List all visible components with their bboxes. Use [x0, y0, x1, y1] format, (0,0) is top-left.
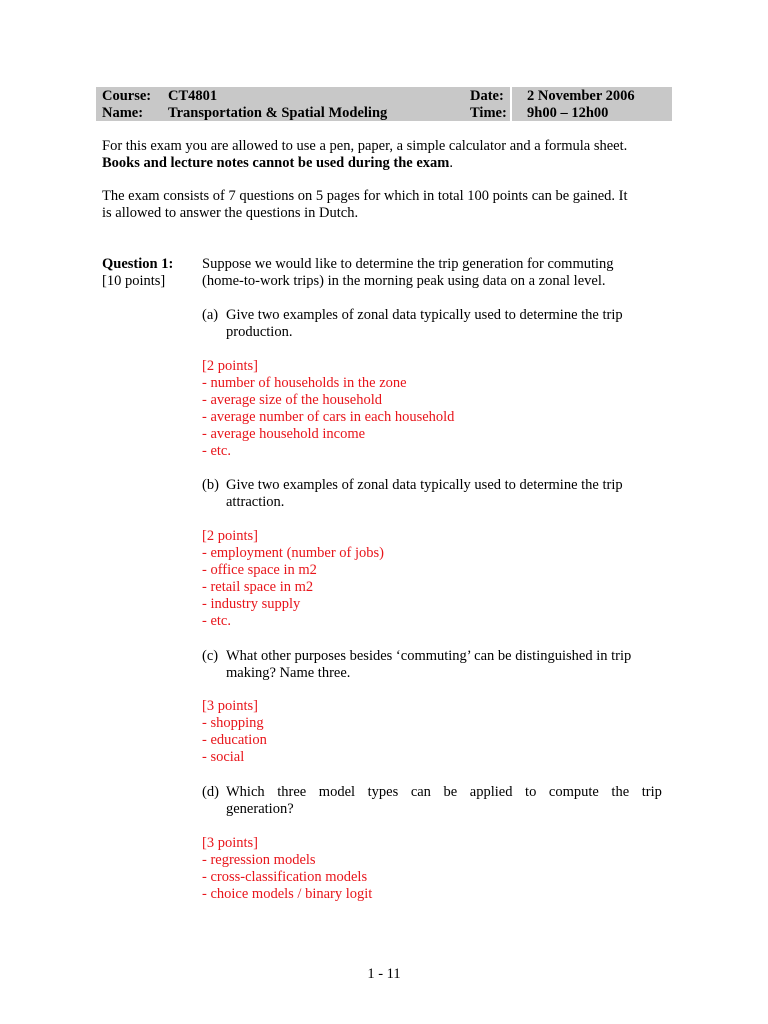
part-d-word: model [318, 784, 356, 800]
part-d-word: trip [641, 784, 662, 800]
date-value: 2 November 2006 [527, 88, 635, 104]
part-d-answer-points: [3 points] [202, 835, 258, 851]
part-b-line-2: attraction. [226, 494, 285, 510]
part-a-letter: (a) [202, 307, 219, 323]
part-a-answer-item: - average household income [202, 426, 366, 442]
course-value: CT4801 [168, 88, 218, 104]
part-c-answer-item: - shopping [202, 715, 264, 731]
part-b-line-1: Give two examples of zonal data typically used to determine the trip [226, 477, 623, 493]
part-d-word: types [367, 784, 399, 800]
part-a-answer-points: [2 points] [202, 358, 258, 374]
part-c-answer-item: - education [202, 732, 267, 748]
part-d-answer-item: - cross-classification models [202, 869, 368, 885]
part-b-answer-item: - retail space in m2 [202, 579, 314, 595]
part-c-letter: (c) [202, 648, 219, 664]
part-d-line-1 [226, 784, 662, 801]
part-d-letter: (d) [202, 784, 219, 800]
part-c-answer-points: [3 points] [202, 698, 258, 714]
part-a-answer-item: - average size of the household [202, 392, 382, 408]
part-b-letter: (b) [202, 477, 219, 493]
part-b-answer-item: - office space in m2 [202, 562, 317, 578]
intro-line-3: The exam consists of 7 questions on 5 pages for which in total 100 points can be gained. It [102, 188, 628, 204]
part-d-word: the [611, 784, 630, 800]
question-1-text-line-1: Suppose we would like to determine the trip generation for commuting [202, 256, 614, 272]
part-a-answer-item: - etc. [202, 443, 231, 459]
intro-rule-bold: Books and lecture notes cannot be used during the exam [102, 155, 450, 171]
part-c-line-1: What other purposes besides ‘commuting’ can be distinguished in trip [226, 648, 632, 664]
question-1-label: Question 1: [102, 256, 174, 272]
page-number: 1 - 11 [367, 966, 401, 982]
part-c-line-2: making? Name three. [226, 665, 351, 681]
intro-line-4: is allowed to answer the questions in Dutch. [102, 205, 359, 221]
part-a-answer-item: - number of households in the zone [202, 375, 407, 391]
course-label: Course: [102, 88, 152, 104]
intro-line-2 [102, 155, 453, 172]
question-1-text-line-2: (home-to-work trips) in the morning peak using data on a zonal level. [202, 273, 606, 289]
part-a-line-2: production. [226, 324, 293, 340]
course-header [96, 87, 672, 121]
part-d-word: applied [469, 784, 513, 800]
part-a-line-1: Give two examples of zonal data typically used to determine the trip [226, 307, 623, 323]
part-d-line-2: generation? [226, 801, 294, 817]
part-d-answer-item: - choice models / binary logit [202, 886, 373, 902]
part-d-answer-item: - regression models [202, 852, 316, 868]
name-value: Transportation & Spatial Modeling [168, 105, 388, 121]
intro-line-1: For this exam you are allowed to use a pen, paper, a simple calculator and a formula sheet. [102, 138, 628, 154]
time-value: 9h00 – 12h00 [527, 105, 609, 121]
part-c-answer-item: - social [202, 749, 245, 765]
part-d-word: be [443, 784, 458, 800]
header-separator [510, 87, 512, 121]
intro-rule-period: . [449, 155, 453, 171]
part-d-word: can [410, 784, 431, 800]
part-b-answer-item: - etc. [202, 613, 231, 629]
part-d-word: compute [548, 784, 599, 800]
name-label: Name: [102, 105, 144, 121]
part-b-answer-points: [2 points] [202, 528, 258, 544]
part-b-answer-item: - industry supply [202, 596, 301, 612]
part-b-answer-item: - employment (number of jobs) [202, 545, 385, 561]
question-1-points: [10 points] [102, 273, 166, 289]
part-d-word: Which [226, 784, 265, 800]
part-a-answer-item: - average number of cars in each household [202, 409, 455, 425]
date-label: Date: [470, 88, 504, 104]
part-d-word: to [525, 784, 537, 800]
time-label: Time: [470, 105, 507, 121]
part-d-word: three [277, 784, 307, 800]
